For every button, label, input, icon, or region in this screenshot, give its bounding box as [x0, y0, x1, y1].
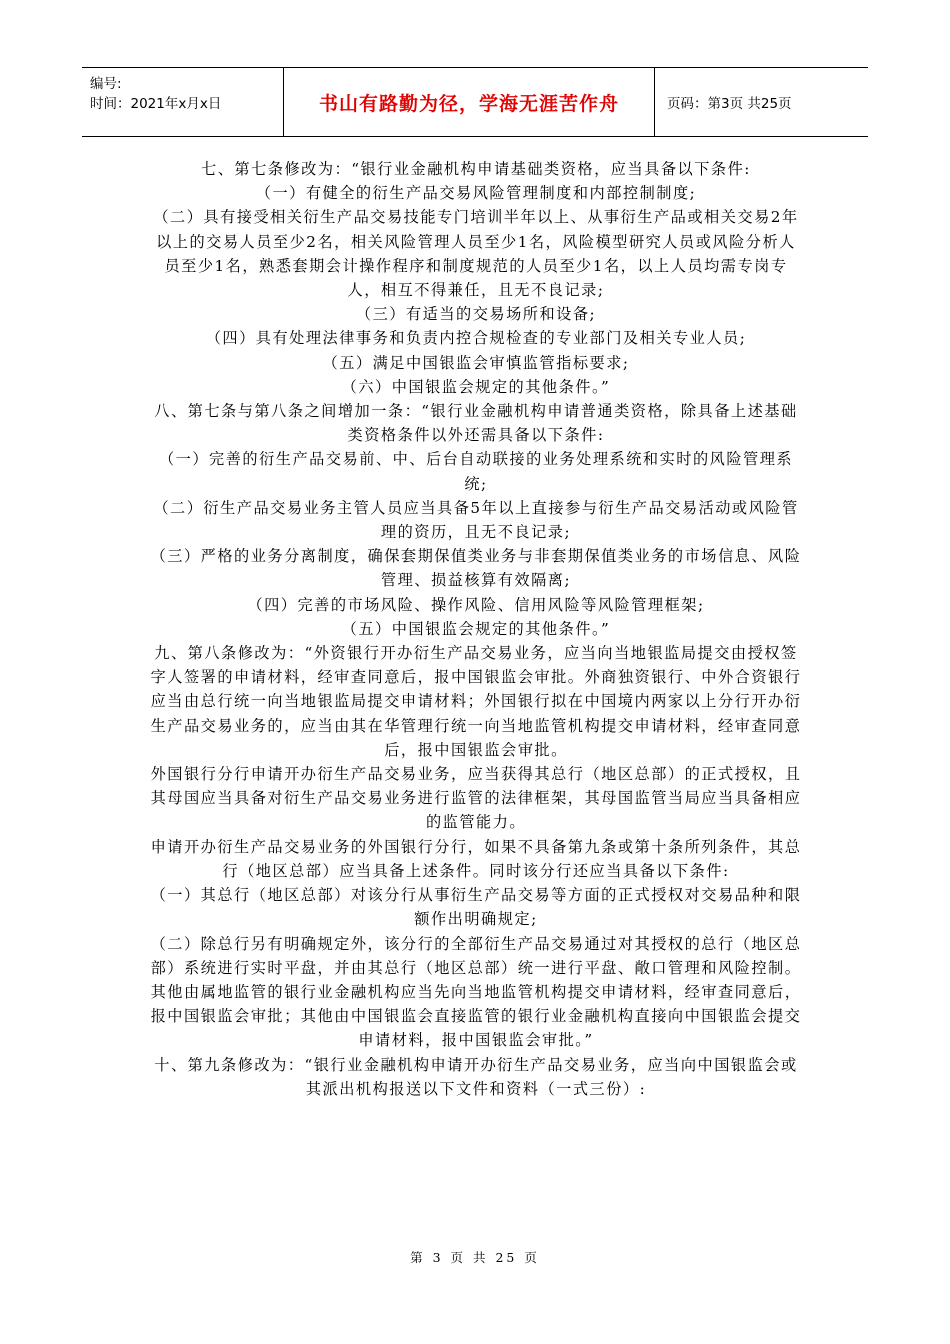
paragraph-7-item-5: （五）满足中国银监会审慎监管指标要求; — [322, 353, 630, 372]
paragraph-8-item-3: （三）严格的业务分离制度，确保套期保值类业务与非套期保值类业务的市场信息、风险管理、损益核算有效隔离; — [150, 547, 802, 590]
header-motto: 书山有路勤为径，学海无涯苦作舟 — [284, 68, 655, 136]
paragraph-7-item-1: （一）有健全的衍生产品交易风险管理制度和内部控制制度; — [255, 184, 697, 203]
page-footer: 第 3 页 共 25 页 — [410, 1250, 540, 1265]
paragraph-article-10: 十、第九条修改为：“银行业金融机构申请开办衍生产品交易业务，应当向中国银监会或其派出机构报送以下文件和资料（一式三份）: — [154, 1055, 798, 1098]
header-meta — [82, 68, 284, 136]
paragraph-article-9: 九、第八条修改为：“外资银行开办衍生产品交易业务，应当向当地银监局提交由授权签字人签署的申请材料，经审查同意后，报中国银监会审批。外商独资银行、中外合资银行应当由总行统一向当地银监局提交申请材料；外国银行拟在中国境内两家以上分行开办衍生产品交易业务的，应当由其在华管理行统一向当地监管机构提交申请材料，经审查同意后，报中国银监会审批。 — [150, 644, 802, 759]
paragraph-8-item-4: （四）完善的市场风险、操作风险、信用风险等风险管理框架; — [247, 595, 705, 614]
paragraph-9-other: 其他由属地监管的银行业金融机构应当先向当地监管机构提交申请材料，经审查同意后，报中国银监会审批；其他由中国银监会直接监管的银行业金融机构直接向中国银监会提交申请材料，报中国银监会审批。” — [150, 982, 802, 1050]
header-page-info: 页码：第3页 共25页 — [667, 96, 792, 112]
paragraph-7-item-6: （六）中国银监会规定的其他条件。” — [341, 377, 611, 396]
paragraph-8-item-1: （一）完善的衍生产品交易前、中、后台自动联接的业务处理系统和实时的风险管理系统; — [158, 450, 794, 493]
paragraph-9-item-1: （一）其总行（地区总部）对该分行从事衍生产品交易等方面的正式授权对交易品种和限额作出明确规定; — [150, 886, 802, 929]
paragraph-9-item-2: （二）除总行另有明确规定外，该分行的全部衍生产品交易通过对其授权的总行（地区总部）系统进行实时平盘，并由其总行（地区总部）统一进行平盘、敞口管理和风险控制。 — [150, 934, 802, 977]
page-header — [82, 67, 868, 137]
paragraph-7-item-2: （二）具有接受相关衍生产品交易技能专门培训半年以上、从事衍生产品或相关交易2年以上的交易人员至少2名，相关风险管理人员至少1名，风险模型研究人员或风险分析人员至少1名，熟悉套期会计操作程序和制度规范的人员至少1名，以上人员均需专岗专人，相互不得兼任，且无不良记录; — [153, 208, 799, 300]
paragraph-7-item-4: （四）具有处理法律事务和负责内控合规检查的专业部门及相关专业人员; — [205, 329, 747, 348]
paragraph-article-7: 七、第七条修改为：“银行业金融机构申请基础类资格，应当具备以下条件: — [201, 160, 751, 178]
document-body — [150, 157, 802, 1101]
paragraph-7-item-3: （三）有适当的交易场所和设备; — [355, 305, 597, 324]
paragraph-9-foreign-branch: 外国银行分行申请开办衍生产品交易业务，应当获得其总行（地区总部）的正式授权，且其母国应当具备对衍生产品交易业务进行监管的法律框架，其母国监管当局应当具备相应的监管能力。 — [150, 765, 802, 832]
paragraph-8-item-5: （五）中国银监会规定的其他条件。” — [341, 619, 611, 638]
paragraph-8-item-2: （二）衍生产品交易业务主管人员应当具备5年以上直接参与衍生产品交易活动或风险管理的资历，且无不良记录; — [153, 498, 799, 542]
paragraph-article-8: 八、第七条与第八条之间增加一条：“银行业金融机构申请普通类资格，除具备上述基础类资格条件以外还需具备以下条件: — [154, 402, 798, 445]
paragraph-9-conditions: 申请开办衍生产品交易业务的外国银行分行，如果不具备第九条或第十条所列条件，其总行（地区总部）应当具备上述条件。同时该分行还应当具备以下条件: — [150, 837, 802, 880]
document-date-label: 时间：2021年x月x日 — [90, 96, 222, 112]
document-number-label: 编号: — [90, 76, 122, 92]
